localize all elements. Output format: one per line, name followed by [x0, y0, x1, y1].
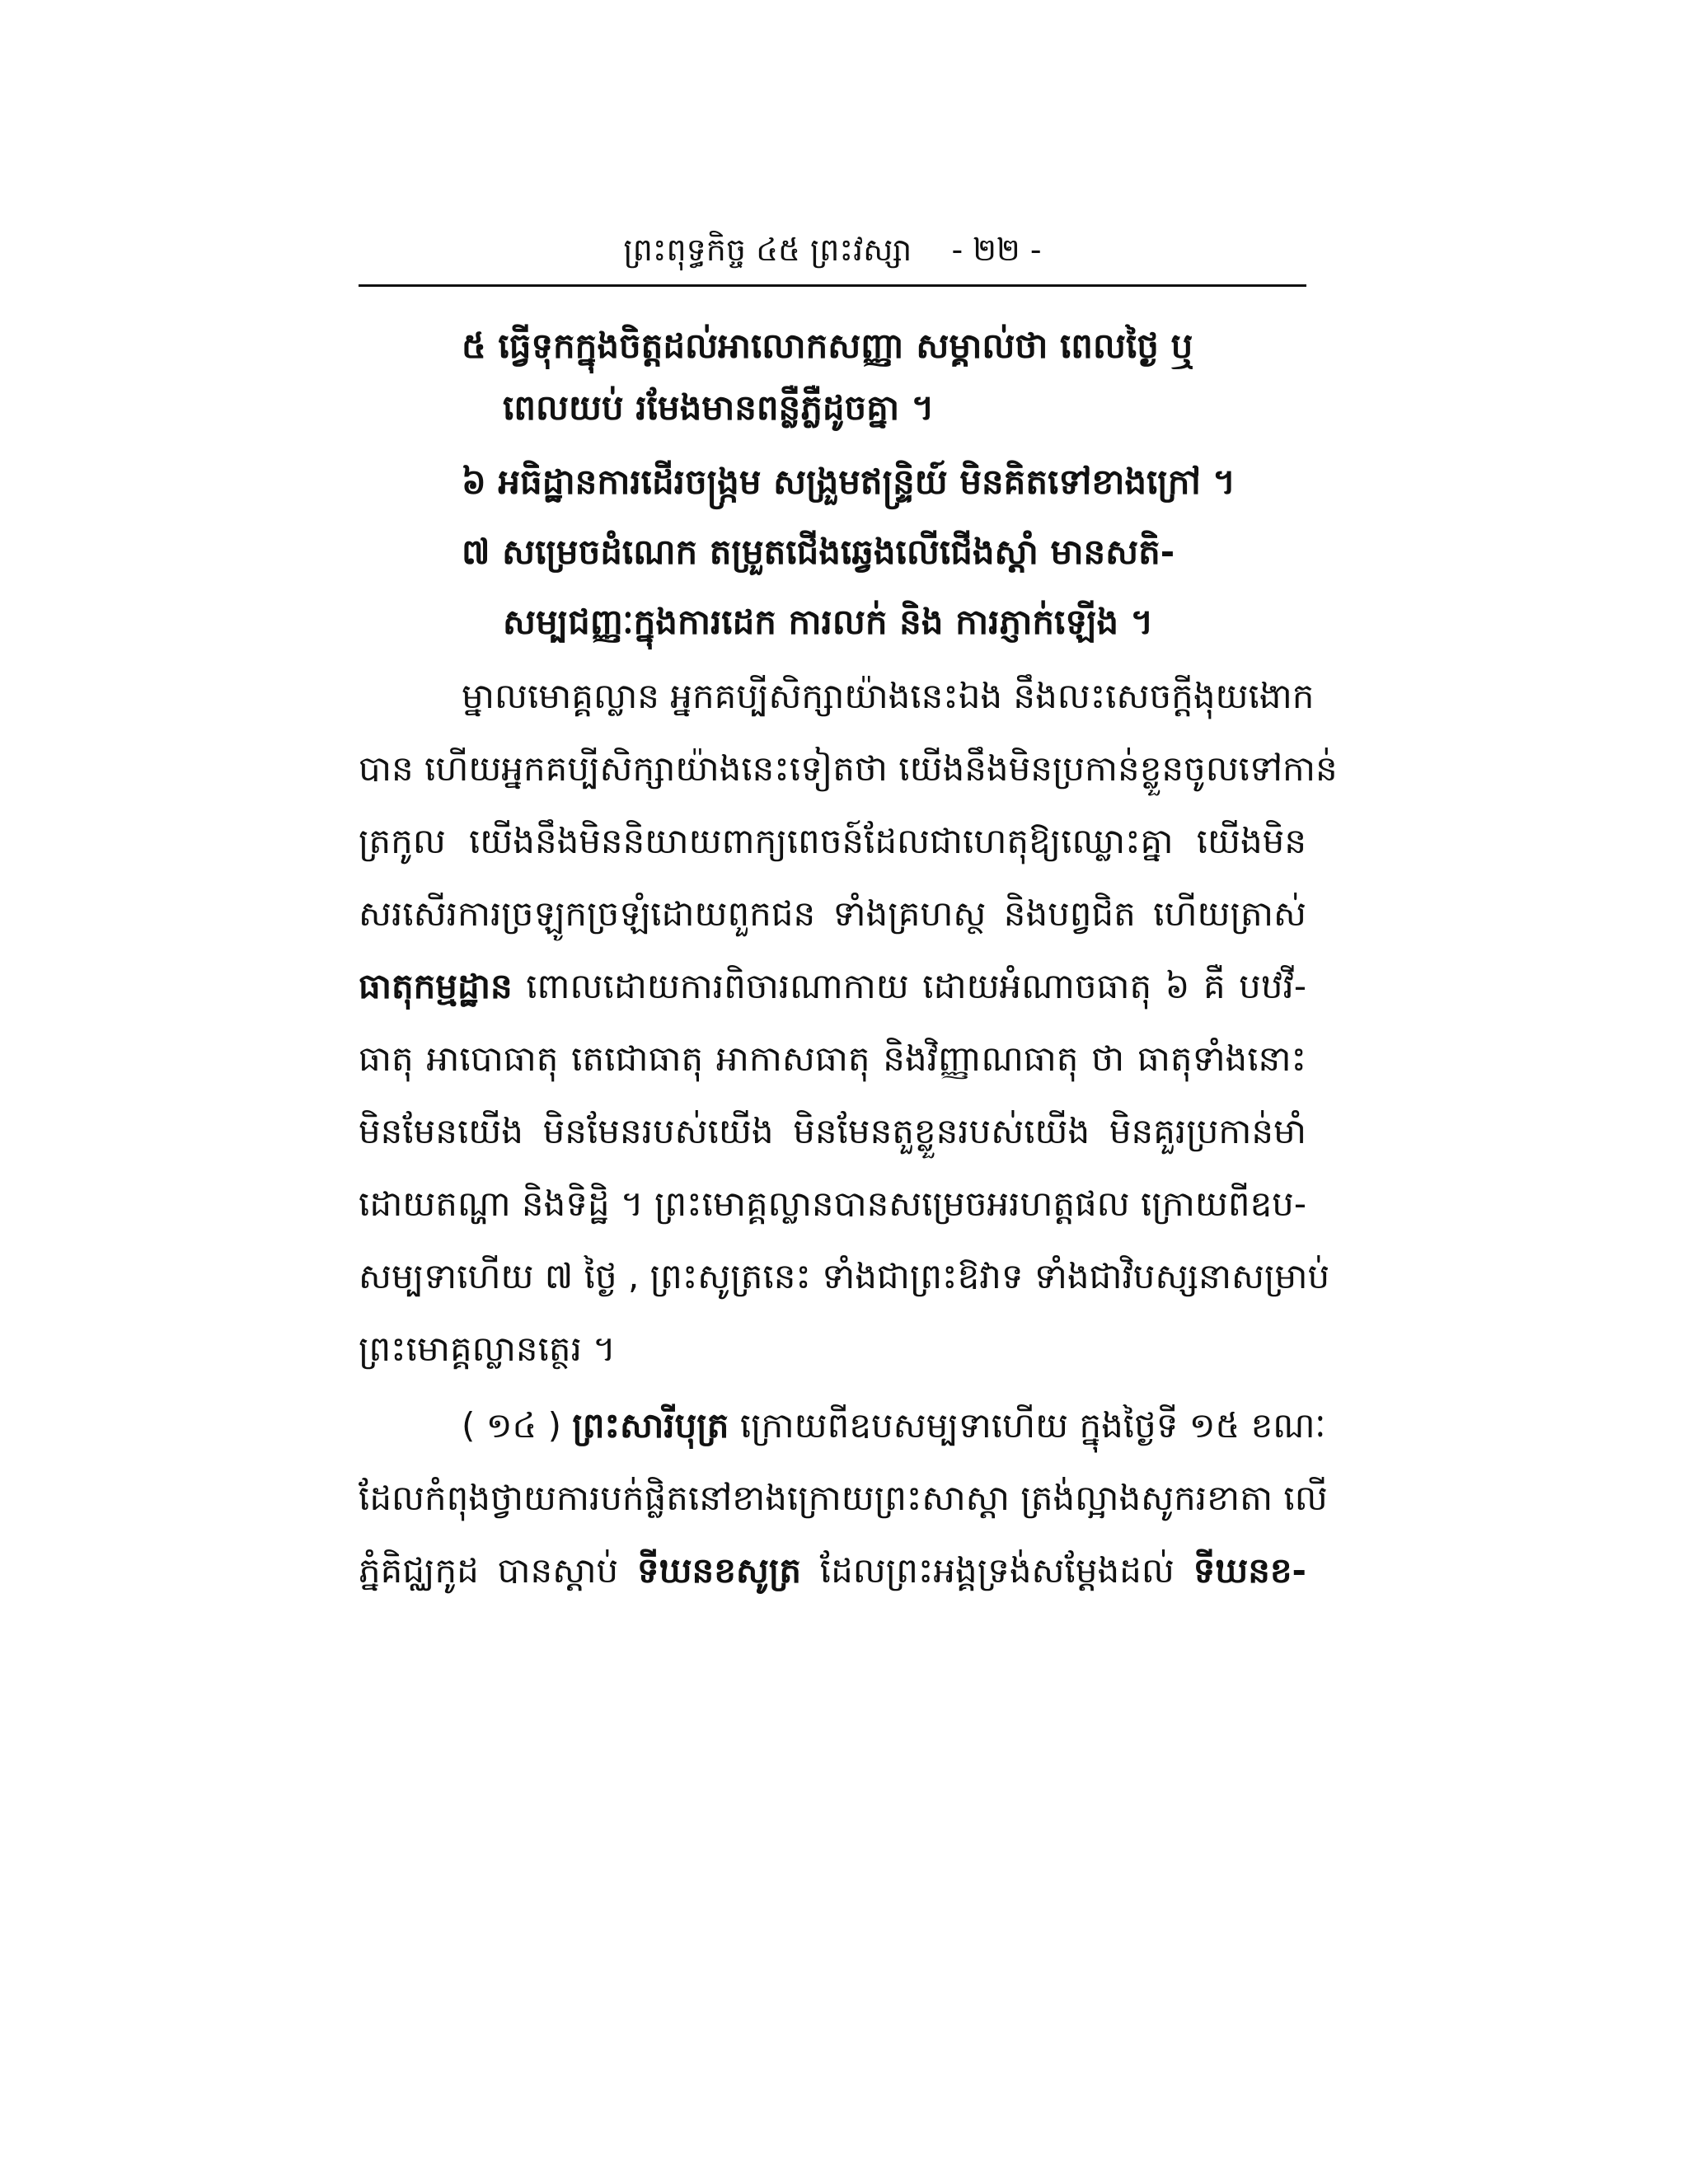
line-text: ក្រោយពីឧបសម្បទាហើយ ក្នុងថ្ងៃទី ១៥ ខណៈ	[739, 1405, 1326, 1446]
list-item-6-line-1	[462, 449, 1236, 515]
page-header	[359, 221, 1306, 287]
paragraph-1-line-7: មិនមែនយើង មិនមែនរបស់យើង មិនមែនតួខ្លួនរបស់យើង មិនគួរប្រកាន់មាំ	[359, 1111, 1306, 1151]
list-text: ធ្វើទុកក្នុងចិត្តដល់អាលោកសញ្ញា សម្គាល់ថា ពេលថ្ងៃ ឬ	[498, 326, 1193, 366]
page-number: - ២២ -	[951, 232, 1042, 268]
paragraph-1-line-9: សម្បទាហើយ ៧ ថ្ងៃ , ព្រះសូត្រនេះ ទាំងជាព្រះឱវាទ ទាំងជាវិបស្សនាសម្រាប់	[359, 1256, 1330, 1296]
paragraph-2-line-1	[462, 1393, 1326, 1459]
bold-term: ទីឃនខសូត្រ	[636, 1550, 802, 1591]
book-title: ព្រះពុទ្ធកិច្ច ៤៥ ព្រះវស្សា	[623, 232, 912, 268]
paragraph-1-line-10: ព្រះមោគ្គល្លានត្ថេរ ។	[359, 1329, 616, 1369]
section-number: ( ១៤ )	[462, 1405, 561, 1446]
paragraph-1-line-4: សរសើរការច្រឡូកច្រឡំដោយពួកជន ទាំងគ្រហស្ថ និងបព្វជិត ហើយត្រាស់	[359, 893, 1306, 934]
bold-term: ព្រះសារីបុត្រ	[572, 1405, 729, 1446]
list-number: ៥	[462, 326, 486, 366]
paragraph-1-line-1: ម្នាលមោគ្គល្លាន អ្នកគប្បីសិក្សាយ៉ាងនេះឯង នឹងលះសេចក្តីងុយងោក	[462, 676, 1315, 716]
list-number: ៧	[462, 532, 490, 572]
paragraph-2-line-2: ដែលកំពុងថ្វាយការបក់ផ្លិតនៅខាងក្រោយព្រះសាស្តា ត្រង់ល្អាងសូករខាតា លើ	[359, 1478, 1328, 1518]
line-text: ដែលព្រះអង្គទ្រង់សម្តែងដល់	[819, 1550, 1175, 1591]
paragraph-1-line-6: ធាតុ អាបោធាតុ តេជោធាតុ អាកាសធាតុ និងវិញ្ញាណធាតុ ថា ធាតុទាំងនោះ	[359, 1038, 1306, 1079]
paragraph-1-line-2: បាន ហើយអ្នកគប្បីសិក្សាយ៉ាងនេះទៀតថា យើងនឹងមិនប្រកាន់ខ្លួនចូលទៅកាន់	[359, 748, 1338, 789]
paragraph-1-line-3: ត្រកូល យើងនឹងមិននិយាយពាក្យពេចន៍ដែលជាហេតុឱ្យឈ្លោះគ្នា យើងមិន	[359, 821, 1306, 861]
bold-term: ធាតុកម្មដ្ឋាន	[359, 966, 513, 1006]
list-item-7-line-2: សម្បជញ្ញៈក្នុងការដេក ការលក់ និង ការភ្ញាក់ឡើង ។	[503, 602, 1154, 642]
bold-term: ទីឃនខ-	[1193, 1550, 1306, 1591]
list-text: អធិដ្ឋានការដើរចង្ក្រម សង្រួមឥន្ទ្រិយ៍ មិនគិតទៅខាងក្រៅ ។	[498, 462, 1236, 502]
list-item-7-line-1	[462, 519, 1175, 585]
header-rule	[359, 284, 1306, 287]
line-text: ភ្នំគិជ្ឈកូដ បានស្តាប់	[359, 1550, 619, 1591]
list-number: ៦	[462, 462, 486, 502]
paragraph-2-line-3	[359, 1538, 1306, 1604]
list-text: សម្រេចដំណេក តម្រួតជើងឆ្វេងលើជើងស្តាំ មានសតិ-	[502, 532, 1175, 572]
paragraph-1-line-5	[359, 954, 1306, 1019]
line-text: ពោលដោយការពិចារណាកាយ ដោយអំណាចធាតុ ៦ គឺ បឋវី-	[526, 966, 1306, 1006]
list-item-5-line-1	[462, 313, 1193, 379]
list-item-5-line-2: ពេលយប់ រមែងមានពន្លឺភ្លឺដូចគ្នា ។	[503, 387, 935, 428]
paragraph-1-line-8: ដោយតណ្ហា និងទិដ្ឋិ ។ ព្រះមោគ្គល្លានបានសម្រេចអរហត្តផល ក្រោយពីឧប-	[359, 1183, 1306, 1224]
